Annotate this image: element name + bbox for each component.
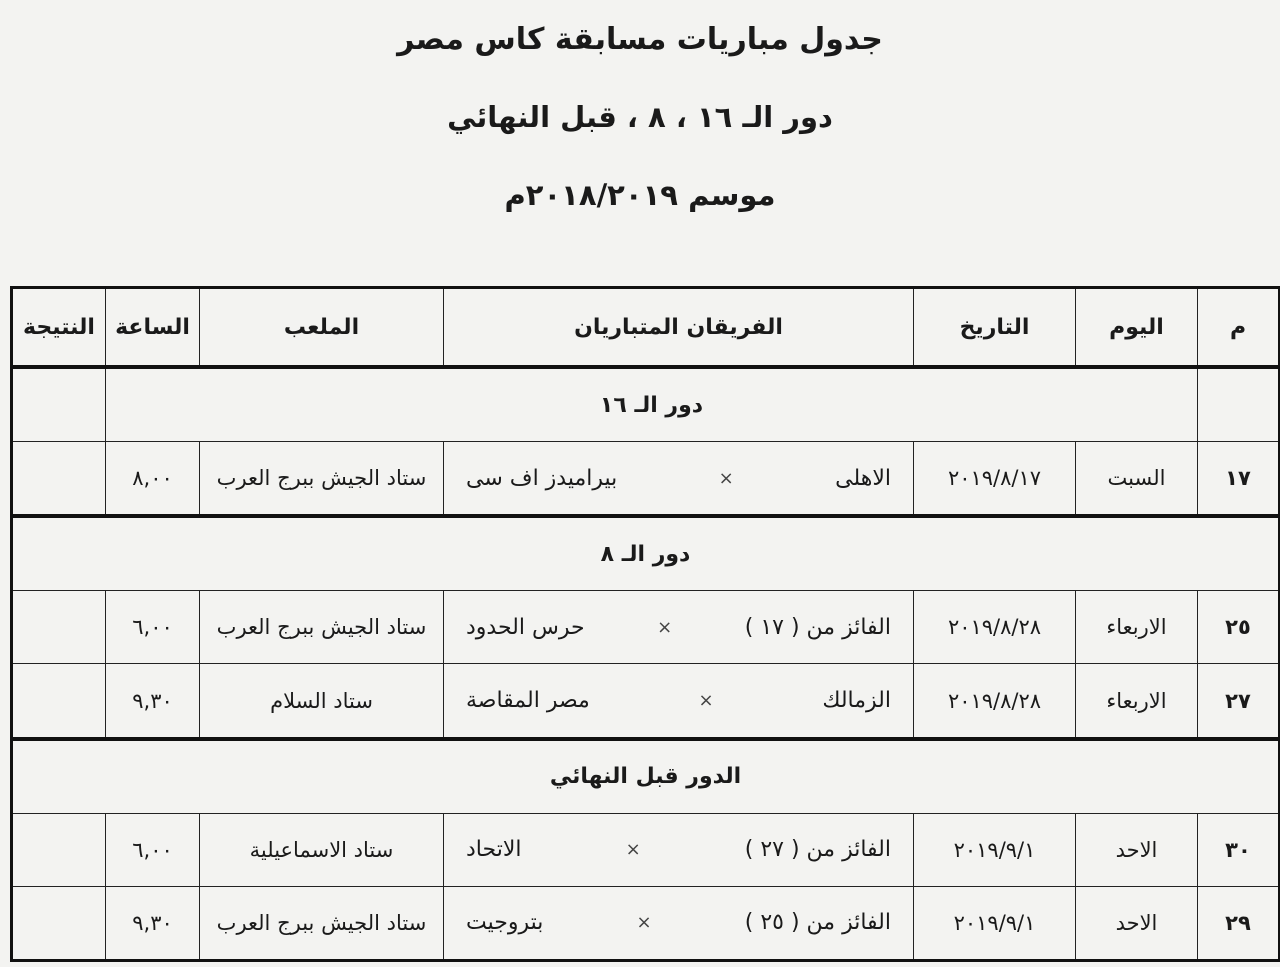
match-venue: ستاد الجيش ببرج العرب: [200, 442, 444, 517]
team-1: الفائز من ( ٢٧ ): [744, 837, 891, 863]
match-day: الاحد: [1076, 813, 1198, 886]
match-date: ٢٠١٩/٩/١: [914, 886, 1076, 960]
col-header-date: التاريخ: [914, 288, 1076, 368]
schedule-table: [10, 286, 1280, 962]
team-2: مصر المقاصة: [466, 688, 590, 714]
match-row: [12, 591, 1280, 664]
stage-label: الدور قبل النهائي: [12, 739, 1280, 814]
match-row: [12, 664, 1280, 739]
stage-row: [12, 516, 1280, 591]
match-time: ٩,٣٠: [106, 886, 200, 960]
versus-mark: ×: [625, 839, 641, 861]
team-1: الفائز من ( ٢٥ ): [744, 910, 891, 936]
match-teams: [444, 886, 914, 960]
col-header-venue: الملعب: [200, 288, 444, 368]
match-date: ٢٠١٩/٩/١: [914, 813, 1076, 886]
team-1: الفائز من ( ١٧ ): [744, 614, 891, 640]
match-venue: ستاد الجيش ببرج العرب: [200, 591, 444, 664]
stage-result-cell: [12, 367, 106, 442]
col-header-teams: الفريقان المتباريان: [444, 288, 914, 368]
match-day: السبت: [1076, 442, 1198, 517]
match-row: [12, 813, 1280, 886]
match-time: ٩,٣٠: [106, 664, 200, 739]
col-header-day: اليوم: [1076, 288, 1198, 368]
stage-label: دور الـ ١٦: [106, 367, 1198, 442]
match-number: ٢٩: [1198, 886, 1280, 960]
match-date: ٢٠١٩/٨/٢٨: [914, 664, 1076, 739]
team-2: بيراميدز اف سى: [466, 465, 618, 491]
team-2: الاتحاد: [466, 837, 522, 863]
stage-row: [12, 367, 1280, 442]
col-header-result: النتيجة: [12, 288, 106, 368]
match-day: الاربعاء: [1076, 664, 1198, 739]
col-header-num: م: [1198, 288, 1280, 368]
match-teams: [444, 591, 914, 664]
document-subtitle: دور الـ ١٦ ، ٨ ، قبل النهائي: [447, 100, 833, 134]
season-label: موسم ٢٠١٨/٢٠١٩م: [504, 178, 776, 212]
match-result: [12, 664, 106, 739]
match-row: [12, 886, 1280, 960]
match-result: [12, 886, 106, 960]
versus-mark: ×: [718, 467, 734, 489]
match-venue: ستاد السلام: [200, 664, 444, 739]
match-time: ٦,٠٠: [106, 591, 200, 664]
match-result: [12, 591, 106, 664]
team-1: الزمالك: [822, 688, 891, 714]
match-time: ٨,٠٠: [106, 442, 200, 517]
match-number: ٣٠: [1198, 813, 1280, 886]
stage-row: [12, 739, 1280, 814]
col-header-time: الساعة: [106, 288, 200, 368]
match-result: [12, 442, 106, 517]
match-result: [12, 813, 106, 886]
match-time: ٦,٠٠: [106, 813, 200, 886]
match-day: الاحد: [1076, 886, 1198, 960]
match-teams: [444, 664, 914, 739]
match-number: ٢٧: [1198, 664, 1280, 739]
document-title: جدول مباريات مسابقة كاس مصر: [397, 22, 883, 57]
team-1: الاهلى: [835, 465, 891, 491]
versus-mark: ×: [698, 690, 714, 712]
match-row: [12, 442, 1280, 517]
team-2: بتروجيت: [466, 910, 544, 936]
match-date: ٢٠١٩/٨/١٧: [914, 442, 1076, 517]
match-date: ٢٠١٩/٨/٢٨: [914, 591, 1076, 664]
stage-label: دور الـ ٨: [12, 516, 1280, 591]
match-teams: [444, 442, 914, 517]
match-number: ٢٥: [1198, 591, 1280, 664]
match-venue: ستاد الجيش ببرج العرب: [200, 886, 444, 960]
versus-mark: ×: [636, 912, 652, 934]
header-row: [12, 288, 1280, 368]
team-2: حرس الحدود: [466, 614, 585, 640]
match-teams: [444, 813, 914, 886]
match-number: ١٧: [1198, 442, 1280, 517]
match-day: الاربعاء: [1076, 591, 1198, 664]
stage-num-cell: [1198, 367, 1280, 442]
match-venue: ستاد الاسماعيلية: [200, 813, 444, 886]
versus-mark: ×: [657, 616, 673, 638]
